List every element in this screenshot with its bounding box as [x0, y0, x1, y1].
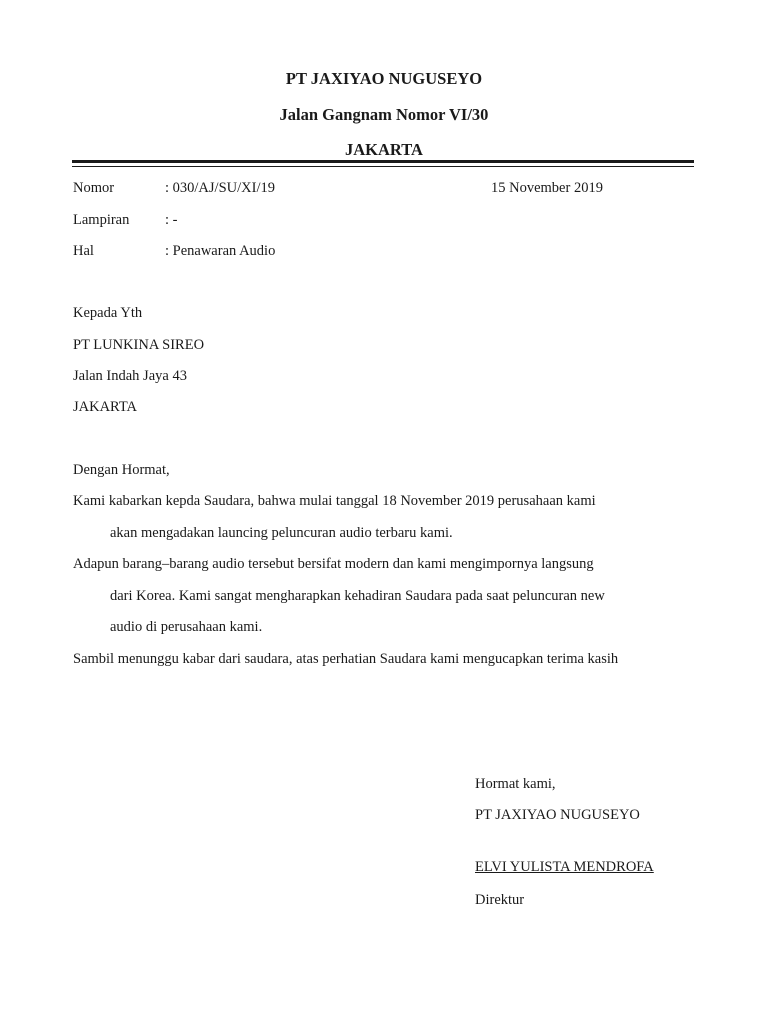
paragraph-2-line-2: dari Korea. Kami sangat mengharapkan kehadiran Saudara pada saat peluncuran new: [110, 588, 605, 604]
lampiran-label: Lampiran: [73, 212, 130, 228]
letterhead-city: JAKARTA: [345, 140, 423, 159]
recipient-address: Jalan Indah Jaya 43: [73, 368, 187, 384]
letterhead-address: Jalan Gangnam Nomor VI/30: [279, 105, 489, 124]
letter-date: 15 November 2019: [491, 180, 603, 196]
paragraph-2-line-3: audio di perusahaan kami.: [110, 619, 263, 635]
letterhead-divider-thin: [72, 166, 694, 167]
recipient-salutation: Kepada Yth: [73, 305, 143, 321]
hal-label: Hal: [73, 243, 94, 259]
hal-value: : Penawaran Audio: [165, 243, 276, 259]
paragraph-1-line-1: Kami kabarkan kepda Saudara, bahwa mulai tanggal 18 November 2019 perusahaan kami: [73, 493, 596, 509]
nomor-label: Nomor: [73, 180, 115, 196]
closing-company: PT JAXIYAO NUGUSEYO: [475, 807, 640, 823]
closing-regards: Hormat kami,: [475, 776, 556, 792]
nomor-value: : 030/AJ/SU/XI/19: [165, 180, 275, 196]
lampiran-value: : -: [165, 212, 178, 228]
greeting: Dengan Hormat,: [73, 462, 170, 478]
letterhead-company: PT JAXIYAO NUGUSEYO: [285, 69, 483, 88]
recipient-company: PT LUNKINA SIREO: [73, 337, 205, 353]
paragraph-3-line-1: Sambil menunggu kabar dari saudara, atas perhatian Saudara kami mengucapkan terima kasih: [73, 651, 619, 667]
letterhead-divider-thick: [72, 160, 694, 163]
paragraph-2-line-1: Adapun barang–barang audio tersebut bersifat modern dan kami mengimpornya langsung: [73, 556, 594, 572]
signer-position: Direktur: [475, 892, 525, 908]
paragraph-1-line-2: akan mengadakan launcing peluncuran audio terbaru kami.: [110, 525, 453, 541]
signer-name: ELVI YULISTA MENDROFA: [475, 859, 654, 875]
recipient-city: JAKARTA: [73, 399, 138, 415]
